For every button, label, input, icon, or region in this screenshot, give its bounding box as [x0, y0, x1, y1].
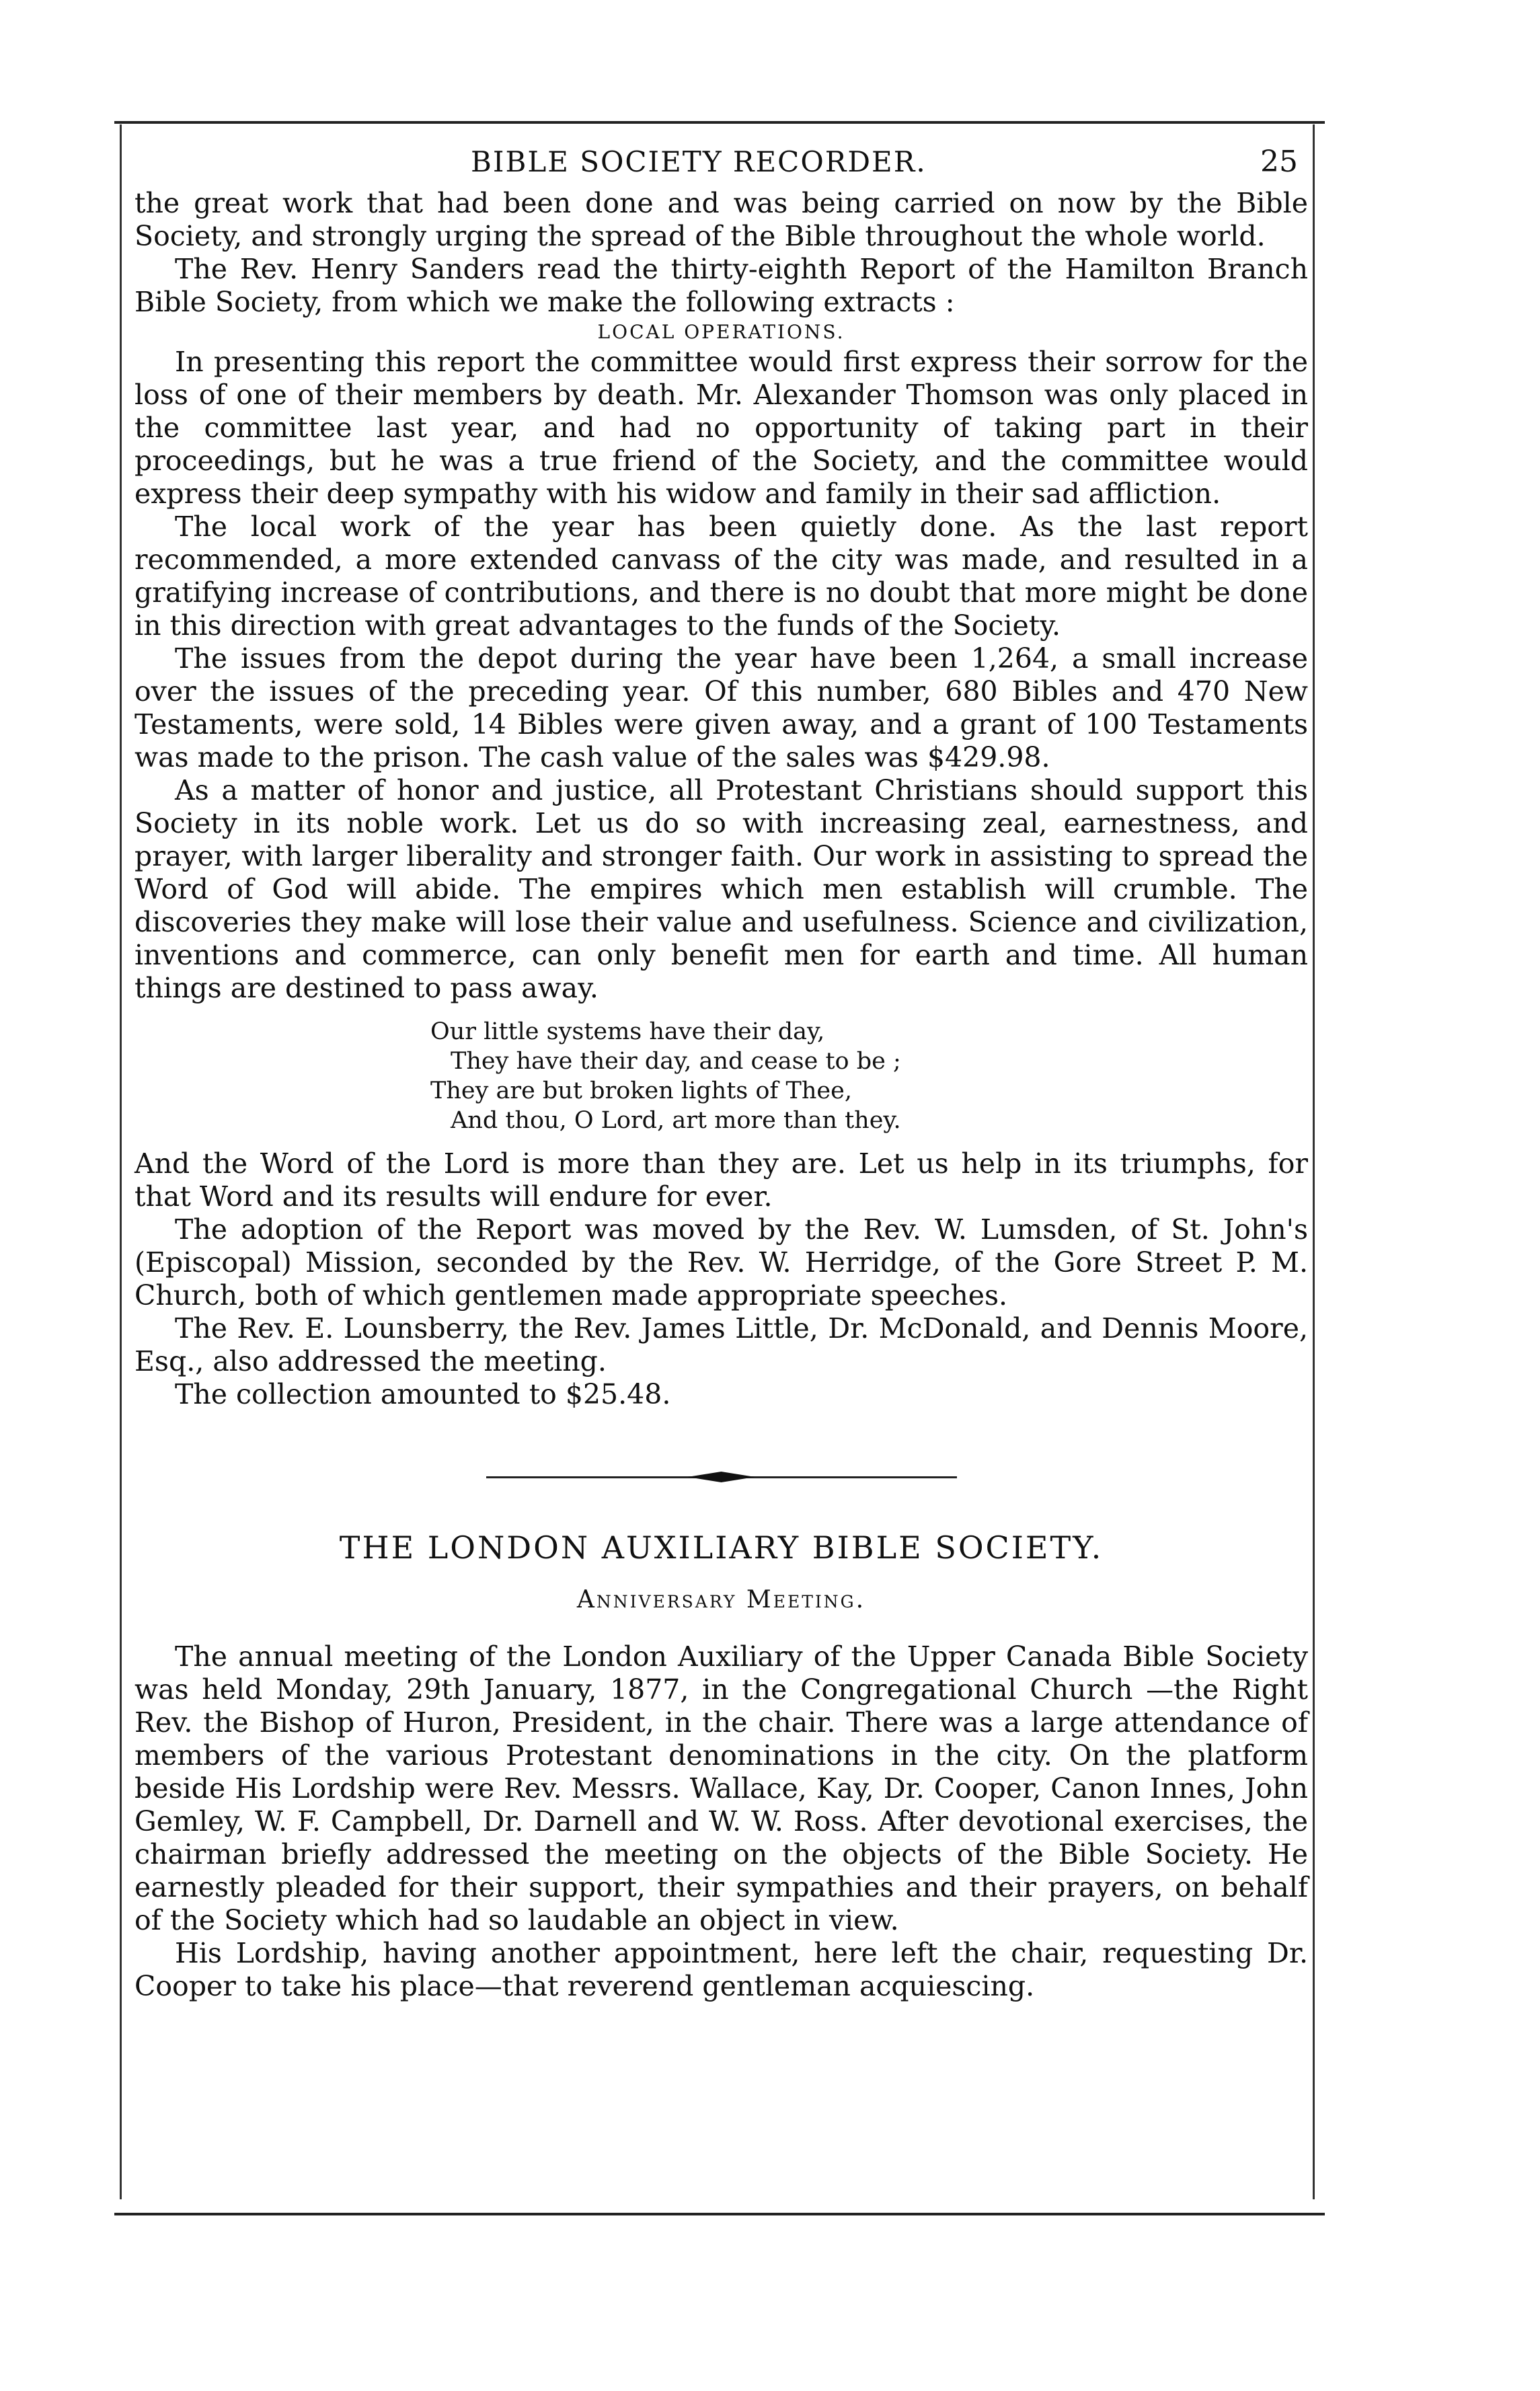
- paragraph-collection: The collection amounted to $25.48.: [175, 1378, 671, 1410]
- top-border-rule: [114, 121, 1325, 124]
- paragraph-continuation: the great work that had been done and was being carried on now by the Bible Society, and strongly urging the spread of the Bible throughout the whole world.: [134, 187, 1308, 252]
- poem-line: They have their day, and cease to be ;: [451, 1048, 901, 1075]
- page-header: [134, 145, 1308, 179]
- paragraph-committee-sorrow: In presenting this report the committee would first express their sorrow for the loss of one of their members by death. Mr. Alexander Thomson was only placed in the committee last year, and had no opportunity of taking part in their proceedings, but he was a true friend of the Society, and the committee would express their deep sympathy with his widow and family in their sad affliction.: [134, 346, 1308, 510]
- paragraph-word-of-lord: And the Word of the Lord is more than they are. Let us help in its triumphs, for that Word and its results will endure for ever.: [134, 1147, 1308, 1213]
- local-operations-heading: LOCAL OPERATIONS.: [597, 321, 845, 343]
- poem-line: And thou, O Lord, art more than they.: [451, 1107, 901, 1134]
- left-border-rule: [120, 124, 122, 2199]
- section-title: THE LONDON AUXILIARY BIBLE SOCIETY.: [339, 1529, 1104, 1566]
- running-head: BIBLE SOCIETY RECORDER.: [471, 145, 927, 178]
- bottom-border-rule: [114, 2213, 1325, 2215]
- page-number: 25: [1260, 145, 1298, 179]
- divider-diamond-icon: [688, 1472, 755, 1482]
- paragraph-adoption: The adoption of the Report was moved by the Rev. W. Lumsden, of St. John's (Episcopal) Mission, seconded by the Rev. W. Herridge, of the Gore Street P. M. Church, both of which gentlemen made appropriate speeches.: [134, 1213, 1308, 1312]
- section-subtitle: Anniversary Meeting.: [576, 1586, 866, 1614]
- poem-quotation: [430, 1017, 1308, 1135]
- paragraph-addressed: The Rev. E. Lounsberry, the Rev. James Little, Dr. McDonald, and Dennis Moore, Esq., also addressed the meeting.: [134, 1312, 1308, 1377]
- right-border-rule: [1313, 124, 1315, 2199]
- paragraph-annual-meeting: The annual meeting of the London Auxiliary of the Upper Canada Bible Society was held Monday, 29th January, 1877, in the Congregational Church —the Right Rev. the Bishop of Huron, President, in the chair. There was a large attendance of members of the various Protestant denominations in the city. On the platform beside His Lordship were Rev. Messrs. Wallace, Kay, Dr. Cooper, Canon Innes, John Gemley, W. F. Campbell, Dr. Darnell and W. W. Ross. After devotional exercises, the chairman briefly addressed the meeting on the objects of the Bible Society. He earnestly pleaded for their support, their sympathies and their prayers, on behalf of the Society which had so laudable an object in view.: [134, 1640, 1308, 1936]
- poem-line: Our little systems have their day,: [430, 1018, 825, 1045]
- paragraph-sanders-report: The Rev. Henry Sanders read the thirty-eighth Report of the Hamilton Branch Bible Society, from which we make the following extracts :: [134, 253, 1308, 318]
- poem-line: They are but broken lights of Thee,: [430, 1077, 852, 1104]
- paragraph-local-work: The local work of the year has been quietly done. As the last report recommended, a more extended canvass of the city was made, and resulted in a gratifying increase of contributions, and there is no doubt that more might be done in this direction with great advantages to the funds of the Society.: [134, 510, 1308, 642]
- ornamental-divider: [486, 1472, 957, 1482]
- paragraph-honor-justice: As a matter of honor and justice, all Protestant Christians should support this Society in its noble work. Let us do so with increasing zeal, earnestness, and prayer, with larger liberality and stronger faith. Our work in assisting to spread the Word of God will abide. The empires which men establish will crumble. The discoveries they make will lose their value and usefulness. Science and civilization, inventions and commerce, can only benefit men for earth and time. All human things are destined to pass away.: [134, 774, 1308, 1004]
- paragraph-issues: The issues from the depot during the year have been 1,264, a small increase over the issues of the preceding year. Of this number, 680 Bibles and 470 New Testaments, were sold, 14 Bibles were given away, and a grant of 100 Testaments was made to the prison. The cash value of the sales was $429.98.: [134, 642, 1308, 773]
- paragraph-lordship-leaves: His Lordship, having another appointment, here left the chair, requesting Dr. Cooper to take his place—that reverend gentleman acquiescing.: [134, 1937, 1308, 2002]
- page-content: [134, 145, 1308, 2003]
